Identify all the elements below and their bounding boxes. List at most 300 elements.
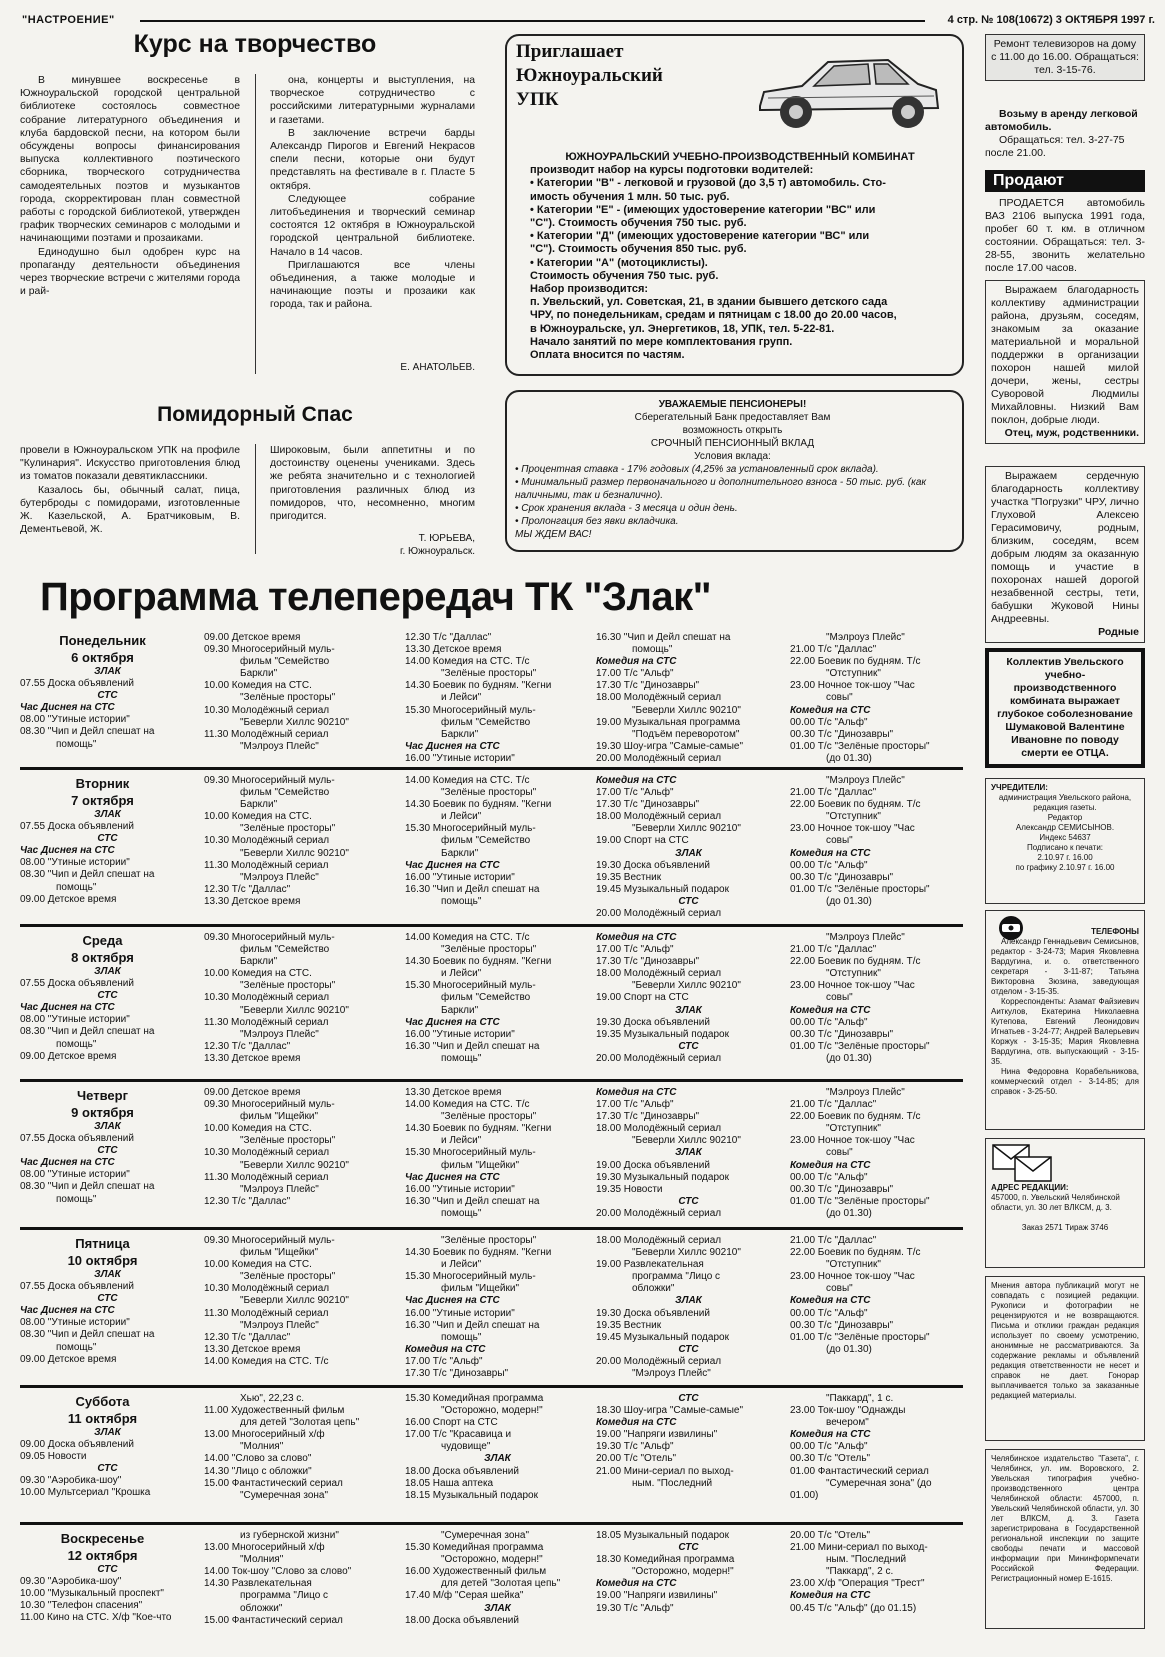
tv-listing-line: 19.00 Музыкальная программа: [596, 716, 741, 728]
tv-schedule-column: [790, 932, 960, 1065]
tv-listing-line: Баркли": [441, 728, 479, 740]
tv-listing-line: 10.00 Комедия на СТС.: [204, 811, 312, 823]
tv-schedule-column: [204, 1087, 394, 1208]
header-rule: [140, 20, 925, 22]
tv-listing-line: 10.30 Молодёжный сериал: [204, 1147, 330, 1159]
tv-listing-line: 00.00 Т/с "Альф": [790, 1171, 868, 1183]
tv-schedule-column: [20, 666, 195, 751]
tv-listing-line: 16.00 "Утиные истории": [405, 871, 515, 883]
tv-listing-line: ЗЛАК: [94, 809, 121, 820]
tv-listing-line: 11.30 Молодёжный сериал: [204, 1307, 329, 1319]
tv-listing-line: 10.30 Молодёжный сериал: [204, 1283, 330, 1295]
tv-listing-line: 11.30 Молодёжный сериал: [204, 859, 329, 871]
paragraph: Широковым, были аппетитны и по достоинству оценены учениками. Здесь же ребята значительно и с технологией приготовления различных блюд из помидоров, что, несомненно, многим пригодится.: [270, 445, 475, 523]
tv-listing-line: 21.00 Т/с "Даллас": [790, 1235, 877, 1246]
author-signature: Е. АНАТОЛЬЕВ.: [400, 362, 475, 373]
tv-listing-line: 15.00 Фантастический сериал: [204, 1477, 343, 1489]
tv-listing-line: помощь": [441, 1331, 482, 1343]
tv-listing-line: 20.00 Молодёжный сериал: [596, 1355, 722, 1367]
tv-listing-line: 11.00 Кино на СТС. Х/ф "Кое-что: [20, 1612, 172, 1624]
tv-listing-line: 18.00 Молодёжный сериал: [596, 811, 722, 823]
tv-listing-line: "Осторожно, модерн!": [632, 1566, 734, 1578]
paragraph: Приглашаются все члены объединения, а также молодые и начинающие поэты и прозаики как города, так и района.: [270, 259, 475, 311]
tv-listing-line: помощь": [632, 644, 673, 656]
tv-schedule-column: [790, 1235, 960, 1356]
tv-listing-line: Комедия на СТС: [790, 1429, 871, 1441]
article-column-2: [270, 444, 475, 523]
tv-listing-line: 20.00 Т/с "Отель": [596, 1453, 677, 1465]
tv-listing-line: 07.55 Доска объявлений: [20, 1133, 134, 1145]
tv-listing-line: 14.00 Комедия на СТС. Т/с: [405, 932, 530, 943]
tv-day-block: [20, 1235, 963, 1380]
tv-listing-line: "Осторожно, модерн!": [441, 1554, 543, 1566]
tv-listing-line: 11.30 Молодёжный сериал: [204, 1016, 329, 1028]
tv-listing-line: 23.00 Ночное ток-шоу "Час: [790, 1135, 915, 1147]
tv-listing-line: 19.00 Развлекательная: [596, 1259, 704, 1271]
tv-schedule-column: [790, 1393, 960, 1502]
tv-listing-line: "Беверли Хиллс 90210": [240, 716, 349, 728]
tv-listing-line: ЗЛАК: [675, 847, 702, 859]
tv-listing-line: помощь": [56, 738, 97, 750]
tv-listing-line: "Осторожно, модерн!": [441, 1405, 543, 1417]
tv-day-block: [20, 932, 963, 1074]
article-title: Курс на творчество: [133, 30, 377, 58]
tv-listing-line: 10.00 Мультсериал "Крошка: [20, 1487, 151, 1499]
tv-listing-line: 01.00 Т/с "Зелёные просторы": [790, 1331, 930, 1343]
tv-listing-line: 14.30 "Лицо с обложки": [204, 1465, 312, 1477]
tv-listing-line: Час Диснея на СТС: [20, 1305, 115, 1317]
tv-schedule-column: [790, 1087, 960, 1220]
paragraph: Единодушно был одобрен курс на пропаганду деятельности объединения через творческие встречи с жителями города и рай-: [20, 246, 240, 298]
tv-listing-line: 00.30 Т/с "Динозавры": [790, 728, 894, 740]
tv-listing-line: 09.30 Многосерийный муль-: [204, 1235, 335, 1246]
tv-schedule-column: [20, 1269, 195, 1366]
tv-listing-line: "Зелёные просторы": [441, 1111, 537, 1123]
tv-listing-line: 13.30 Детское время: [405, 1087, 502, 1098]
tv-schedule-column: [20, 1121, 195, 1206]
tv-listing-line: 18.05 Музыкальный подарок: [596, 1530, 729, 1541]
tv-listing-line: "Сумеречная зона" (до: [826, 1477, 932, 1489]
envelope-icon: [991, 1143, 1055, 1183]
tv-listing-line: 13.00 Многосерийный х/ф: [204, 1542, 325, 1554]
tv-listing-line: обложки": [632, 1283, 675, 1295]
tv-listing-line: 15.30 Комедийная программа: [405, 1542, 544, 1554]
tv-listing-line: 00.45 Т/с "Альф" (до 01.15): [790, 1602, 917, 1614]
tv-listing-line: Час Диснея на СТС: [20, 1157, 115, 1169]
tv-listing-line: 09.00 Доска объявлений: [20, 1439, 134, 1451]
tv-listing-line: Комедия на СТС: [596, 932, 677, 943]
tv-listing-line: 17.00 Т/с "Альф": [596, 668, 674, 680]
tv-listing-line: 16.00 Художественный фильм: [405, 1566, 547, 1578]
tv-listing-line: 15.30 Многосерийный муль-: [405, 1271, 536, 1283]
tv-schedule-column: [204, 1235, 394, 1368]
author-place: г. Южноуральск.: [400, 546, 475, 557]
tv-listing-line: 08.00 "Утиные истории": [20, 1169, 130, 1181]
tv-listing-line: 19.00 "Напряги извилины": [596, 1590, 718, 1602]
tv-listing-line: 01.00 Т/с "Зелёные просторы": [790, 1040, 930, 1052]
tv-listing-line: 14.30 Боевик по будням. "Кегни: [405, 1123, 552, 1135]
tv-schedule-column: [596, 1235, 781, 1380]
article-title: Помидорный Спас: [157, 403, 353, 426]
tv-listing-line: 09.30 Многосерийный муль-: [204, 644, 335, 656]
tv-schedule-column: [596, 1393, 781, 1490]
tv-listing-line: "Мэлроуз Плейс": [240, 1319, 319, 1331]
tv-listing-line: фильм "Ищейки": [441, 1283, 520, 1295]
tv-listing-line: "Молния": [240, 1554, 284, 1566]
tv-listing-line: 18.30 Шоу-игра "Самые-самые": [596, 1405, 744, 1417]
tv-listing-line: 16.00 "Утиные истории": [405, 1307, 515, 1319]
tv-listing-line: 16.30 "Чип и Дейл спешат на: [405, 883, 540, 895]
tv-listing-line: 13.30 Детское время: [405, 644, 502, 656]
tv-listing-line: ЗЛАК: [94, 1269, 121, 1280]
tv-schedule-column: [790, 632, 960, 765]
tv-listing-line: и Лейси": [441, 811, 482, 823]
upk-ad-text: ЮЖНОУРАЛЬСКИЙ УЧЕБНО-ПРОИЗВОДСТВЕННЫЙ КОМБИНАТ производит набор на курсы подготовки водителей: • Категории "В" - легковой и грузовой (до 3,5 т) автомобиль. Сто- имость обучения 1 млн. 50 тыс. руб. • Категории "Е" - (имеющих удостоверение категории "ВС" или "С"). Стоимость обучения 750 тыс. руб. • Категории "Д" (имеющих удостоверение категории "ВС" или "С"). Стоимость обучения 850 тыс. руб. • Категории "А" (мотоциклисты). Стоимость обучения 750 тыс. руб. Набор производится: п. Увельский, ул. Советская, 21, в здании бывшего детского сада ЧРУ, по понедельникам, средам и пятницам с 18.00 до 20.00 часов, в Южноуральске, ул. Энергетиков, 18, УПК, тел. 5-22-81. Начало занятий по мере комплектования групп. Оплата вносится по частям.: [530, 151, 915, 362]
tv-listing-line: совы": [826, 692, 853, 704]
tv-listing-line: (до 01.30): [826, 1343, 872, 1355]
tv-listing-line: 23.00 Ночное ток-шоу "Час: [790, 1271, 915, 1283]
tv-listing-line: "Отступник": [826, 811, 881, 823]
tv-schedule-column: [596, 632, 781, 765]
tv-listing-line: "Беверли Хиллс 90210": [240, 847, 349, 859]
tv-listing-line: "Отступник": [826, 968, 881, 980]
tv-listing-line: 22.00 Боевик по будням. Т/с: [790, 1111, 921, 1123]
tv-listing-line: Час Диснея на СТС: [20, 1002, 115, 1014]
tv-listing-line: 21.00 Т/с "Даллас": [790, 944, 877, 956]
tv-listing-line: "Мэлроуз Плейс": [240, 740, 319, 752]
tv-listing-line: 14.30 Боевик по будням. "Кегни: [405, 680, 552, 692]
tv-listing-line: 21.00 Т/с "Даллас": [790, 787, 877, 799]
tv-listing-line: "Паккард", 1 с.: [826, 1393, 894, 1404]
tv-listing-line: совы": [826, 1283, 853, 1295]
tv-listing-line: 20.00 Молодёжный сериал: [596, 908, 722, 920]
tv-listing-line: обложки": [240, 1602, 283, 1614]
tv-listing-line: СТС: [97, 990, 118, 1002]
tv-listing-line: (до 01.30): [826, 895, 872, 907]
tv-listing-line: 21.00 Мини-сериал по выход-: [596, 1465, 734, 1477]
tv-listing-line: 19.30 Шоу-игра "Самые-самые": [596, 740, 744, 752]
tv-listing-line: "Зелёные просторы": [441, 944, 537, 956]
tv-listing-line: фильм "Ищейки": [240, 1111, 319, 1123]
tv-listing-line: фильм "Семейство: [240, 944, 330, 956]
tv-listing-line: 20.00 Т/с "Отель": [790, 1530, 871, 1541]
tv-day-title: Вторник 7 октября: [71, 776, 134, 808]
tv-listing-line: 22.00 Боевик по будням. Т/с: [790, 1247, 921, 1259]
tv-listing-line: 18.00 Доска объявлений: [405, 1614, 519, 1626]
tv-schedule-column: [405, 1235, 590, 1380]
tv-day-block: [20, 775, 963, 920]
tv-schedule-column: [790, 775, 960, 908]
tv-day-title: Понедельник 6 октября: [59, 633, 146, 665]
tv-listing-line: 19.00 Спорт на СТС: [596, 835, 689, 847]
tv-listing-line: Хью", 22,23 с.: [240, 1393, 305, 1404]
tv-listing-line: 08.00 "Утиные истории": [20, 1317, 130, 1329]
tv-listing-line: Комедия на СТС: [596, 775, 677, 786]
rent-ad: Возьму в аренду легковой автомобиль. Обращаться: тел. 3-27-75 после 21.00.: [985, 108, 1138, 159]
tv-listing-line: "Беверли Хиллс 90210": [632, 1247, 741, 1259]
tv-listing-line: "Мэлроуз Плейс": [632, 1368, 711, 1380]
tv-listing-line: "Мэлроуз Плейс": [826, 632, 905, 643]
condolence-notice: Коллектив Увельского учебно-производственного комбината выражает глубокое соболезнование Шумаковой Валентине Ивановне по поводу смерти ее ОТЦА.: [985, 648, 1145, 768]
tv-listing-line: фильм "Семейство: [441, 835, 531, 847]
tv-listing-line: 19.30 Доска объявлений: [596, 1016, 710, 1028]
tv-listing-line: ЗЛАК: [94, 666, 121, 677]
tv-listing-line: 17.00 Т/с "Альф": [596, 944, 674, 956]
tv-listing-line: 09.00 Детское время: [20, 1353, 117, 1365]
tv-listing-line: 19.00 "Напряги извилины": [596, 1429, 718, 1441]
tv-listing-line: 19.35 Вестник: [596, 1319, 662, 1331]
tv-listing-line: "Беверли Хиллс 90210": [632, 704, 741, 716]
tv-listing-line: 14.00 Комедия на СТС. Т/с: [405, 1099, 530, 1111]
article-column-1: [20, 74, 240, 298]
tv-listing-line: 11.30 Молодёжный сериал: [204, 728, 329, 740]
tv-listing-line: 21.00 Мини-сериал по выход-: [790, 1542, 928, 1554]
tv-listing-line: 09.00 Детское время: [204, 1087, 301, 1098]
tv-listing-line: 18.00 Молодёжный сериал: [596, 692, 722, 704]
tv-listing-line: "Мэлроуз Плейс": [240, 1183, 319, 1195]
tv-listing-line: ЗЛАК: [675, 1147, 702, 1159]
tv-listing-line: 23.00 Ток-шоу "Однажды: [790, 1405, 906, 1417]
tv-listing-line: 10.00 Комедия на СТС.: [204, 1259, 312, 1271]
tv-listing-line: 16.00 Спорт на СТС: [405, 1417, 498, 1429]
tv-listing-line: и Лейси": [441, 1259, 482, 1271]
tv-listing-line: 16.30 "Чип и Дейл спешат на: [405, 1040, 540, 1052]
tv-listing-line: 10.00 Комедия на СТС.: [204, 1123, 312, 1135]
tv-listing-line: для детей "Золотая цепь": [240, 1417, 360, 1429]
upk-ad-title: Приглашает Южноуральский УПК: [516, 41, 663, 110]
tv-listing-line: "Зелёные просторы": [240, 823, 336, 835]
disclaimer: Мнения автора публикаций могут не совпадать с позицией редакции. Рукописи и фотографии не рецензируются и не возвращаются. Письма и отклики граждан редакция использует по своему усмотрению, анонимные не рассматриваются. За содержание рекламы и объявлений редакция ответственности не несет и справок не дает. Гонорар выплачивается только за заказанные редакцией материалы.: [985, 1276, 1145, 1441]
tv-listing-line: 17.30 Т/с "Динозавры": [596, 680, 700, 692]
imprint-founders: УЧРЕДИТЕЛИ: администрация Увельского района, редакция газеты. Редактор Александр СЕМИСЫНОВ. Индекс 54637 Подписано к печати: 2.10.97 г. 16.00 по графику 2.10.97 г. 16.00: [985, 778, 1145, 904]
tv-day-block: [20, 1393, 963, 1521]
tv-schedule-column: [405, 1087, 590, 1220]
tv-listing-line: "Мэлроуз Плейс": [240, 1028, 319, 1040]
tv-listing-line: 13.30 Детское время: [204, 1052, 301, 1064]
tv-listing-line: 08.30 "Чип и Дейл спешат на: [20, 1181, 155, 1193]
sell-ad: ПРОДАЕТСЯ автомобиль ВАЗ 2106 выпуска 1991 года, пробег 60 т. км. в отличном состоянии. Обращаться: тел. 3-28-55, звонить желательно после 17.00 часов.: [985, 197, 1145, 274]
tv-listing-line: (до 01.30): [826, 1052, 872, 1064]
tv-listing-line: Час Диснея на СТС: [405, 740, 500, 752]
tv-listing-line: 14.30 Развлекательная: [204, 1578, 312, 1590]
column-divider: [255, 444, 256, 554]
tv-listing-line: 17.00 Т/с "Альф": [596, 787, 674, 799]
tv-listing-line: 16.30 "Чип и Дейл спешат на: [405, 1319, 540, 1331]
tv-listing-line: 14.00 Комедия на СТС. Т/с: [405, 775, 530, 786]
tv-listing-line: 08.30 "Чип и Дейл спешат на: [20, 869, 155, 881]
tv-listing-line: 19.00 Спорт на СТС: [596, 992, 689, 1004]
tv-listing-line: 15.30 Многосерийный муль-: [405, 980, 536, 992]
tv-listing-line: 12.30 Т/с "Даллас": [405, 632, 492, 643]
tv-listing-line: фильм "Семейство: [441, 716, 531, 728]
tv-listing-line: Комедия на СТС: [596, 1578, 677, 1590]
tv-listing-line: помощь": [441, 895, 482, 907]
tv-listing-line: "Зелёные просторы": [240, 980, 336, 992]
tv-listing-line: 22.00 Боевик по будням. Т/с: [790, 799, 921, 811]
tv-listing-line: "Мэлроуз Плейс": [826, 1087, 905, 1098]
tv-listing-line: "Беверли Хиллс 90210": [240, 1159, 349, 1171]
tv-listing-line: 18.00 Молодёжный сериал: [596, 1123, 722, 1135]
tv-listing-line: 19.45 Музыкальный подарок: [596, 1331, 729, 1343]
tv-listing-line: Комедия на СТС: [790, 847, 871, 859]
issue-info: 4 стр. № 108(10672) 3 ОКТЯБРЯ 1997 г.: [947, 14, 1155, 26]
tv-listing-line: 00.30 Т/с "Динозавры": [790, 1183, 894, 1195]
imprint-phones: ТЕЛЕФОНЫ Александр Геннадьевич Семисынов, редактор - 3-24-73; Мария Яковлевна Вардугина, и. о. ответственного секретаря - 3-11-87; Татьяна Викторовна Зюзина, заведующая отделом - 3-15-35. Корреспонденты: Азамат Файзиевич Аиткулов, Екатерина Николаевна Кутепова, Евгений Леонидович Игнатьев - 3-24-77; Андрей Валерьевич Коржук - 3-15-35; Мария Яковлевна Вардугина, отв. выпускающий - 3-15-35. Нина Федоровна Корабельникова, коммерческий отдел - 3-14-85; для справок - 3-25-50.: [985, 910, 1145, 1130]
tv-listing-line: 19.45 Музыкальный подарок: [596, 883, 729, 895]
tv-listing-line: "Паккард", 2 с.: [826, 1566, 894, 1578]
tv-listing-line: 00.30 Т/с "Отель": [790, 1453, 871, 1465]
tv-listing-line: помощь": [56, 1341, 97, 1353]
paragraph: она, концерты и выступления, на творческое сотрудничество с российскими литературными журналами и газетами.: [270, 75, 475, 126]
paragraph: Следующее собрание литобъединения и творческий семинар состоятся 12 октября в Южноуральской городской центральной библиотеке. Начало в 14 часов.: [270, 193, 475, 258]
tv-listing-line: 08.00 "Утиные истории": [20, 1014, 130, 1026]
tv-day-title: Суббота 11 октября: [67, 1394, 138, 1426]
tv-listing-line: и Лейси": [441, 1135, 482, 1147]
tv-listing-line: СТС: [678, 1393, 699, 1404]
tv-schedule-column: [790, 1530, 960, 1615]
tv-listing-line: помощь": [56, 1193, 97, 1205]
article-column-2: [270, 74, 475, 312]
tv-listing-line: 16.00 "Утиные истории": [405, 752, 515, 764]
tv-listing-line: 09.00 Детское время: [204, 632, 301, 643]
section-name: "НАСТРОЕНИЕ": [22, 14, 115, 26]
tv-day-block: [20, 632, 963, 762]
tv-schedule-column: [20, 966, 195, 1063]
tv-listing-line: помощь": [56, 1038, 97, 1050]
tv-listing-line: "Подъём переворотом": [632, 728, 740, 740]
tv-listing-line: 15.30 Комедийная программа: [405, 1393, 544, 1404]
tv-listing-line: Комедия на СТС: [596, 1087, 677, 1098]
tv-listing-line: 19.30 Т/с "Альф": [596, 1602, 674, 1614]
tv-listing-line: Комедия на СТС: [790, 1295, 871, 1307]
tv-listing-line: СТС: [678, 1542, 699, 1554]
tv-listing-line: 13.30 Детское время: [204, 895, 301, 907]
tv-listing-line: 23.00 Ночное ток-шоу "Час: [790, 680, 915, 692]
tv-day-title: Воскресенье 12 октября: [60, 1531, 145, 1563]
tv-listing-line: 12.30 Т/с "Даллас": [204, 1331, 291, 1343]
tv-listing-line: "Отступник": [826, 1259, 881, 1271]
bank-ad-text: УВАЖАЕМЫЕ ПЕНСИОНЕРЫ! Сберегательный Банк предоставляет Вам возможность открыть СРОЧНЫЙ ПЕНСИОННЫЙ ВКЛАД Условия вклада: • Процентная ставка - 17% годовых (4,25% за установленный срок вклада). • Минимальный размер первоначального и дополнительного взноса - 50 тыс. руб. (как наличными, так и безналично). • Срок хранения вклада - 3 месяца и один день. • Пролонгация без явки вкладчика. МЫ ЖДЕМ ВАС!: [515, 399, 927, 540]
tv-listing-line: программа "Лицо с: [632, 1271, 721, 1283]
tv-listing-line: 00.30 Т/с "Динозавры": [790, 871, 894, 883]
tv-schedule-column: [20, 1427, 195, 1500]
tv-listing-line: 01.00 Фантастический сериал: [790, 1465, 929, 1477]
tv-listing-line: 01.00 Т/с "Зелёные просторы": [790, 740, 930, 752]
tv-listing-line: 00.30 Т/с "Динозавры": [790, 1319, 894, 1331]
tv-schedule-column: [20, 809, 195, 906]
tv-schedule-column: [596, 775, 781, 920]
tv-listing-line: 09.30 "Аэробика-шоу": [20, 1475, 122, 1487]
tv-programme-title: Программа телепередач ТК "Злак": [40, 575, 712, 619]
tv-listing-line: 17.00 Т/с "Альф": [405, 1355, 483, 1367]
tv-listing-line: "Зелёные просторы": [441, 668, 537, 680]
tv-listing-line: Час Диснея на СТС: [405, 1171, 500, 1183]
paragraph: В заключение встречи барды Александр Пирогов и Евгений Некрасов спели песни, которые они будут представлять на фестивале в г. Пласте 5 октября.: [270, 127, 475, 192]
tv-listing-line: 20.00 Молодёжный сериал: [596, 1052, 722, 1064]
tv-listing-line: чудовище": [441, 1441, 491, 1453]
tv-listing-line: "Зелёные просторы": [240, 692, 336, 704]
tv-listing-line: 00.00 Т/с "Альф": [790, 859, 868, 871]
tv-listing-line: СТС: [678, 1343, 699, 1355]
tv-listing-line: фильм "Семейство: [441, 992, 531, 1004]
day-separator: [20, 1227, 963, 1230]
tv-listing-line: программа "Лицо с: [240, 1590, 329, 1602]
gratitude-notice-1: Выражаем благодарность коллективу администрации района, друзьям, соседям, знакомым за оказание материальной и моральной поддержки в организации похорон нашей милой дочери, жены, сестры Суворовой Людмилы Михайловны. Низкий Вам поклон, добрые люди. Отец, муж, родственники.: [985, 280, 1145, 444]
tv-listing-line: (до 01.30): [826, 752, 872, 764]
tv-listing-line: СТС: [97, 833, 118, 845]
tv-listing-line: 10.00 Комедия на СТС.: [204, 680, 312, 692]
tv-schedule-column: [204, 632, 394, 753]
tv-listing-line: и Лейси": [441, 968, 482, 980]
tv-listing-line: 01.00): [790, 1489, 819, 1501]
tv-listing-line: 07.55 Доска объявлений: [20, 978, 134, 990]
tv-listing-line: ным. "Последний: [826, 1554, 907, 1566]
tv-listing-line: 23.00 Ночное ток-шоу "Час: [790, 823, 915, 835]
tv-listing-line: Час Диснея на СТС: [405, 859, 500, 871]
tv-listing-line: "Зелёные просторы": [441, 1235, 537, 1246]
tv-listing-line: 07.55 Доска объявлений: [20, 678, 134, 690]
tv-listing-line: Комедия на СТС: [790, 1004, 871, 1016]
tv-listing-line: "Зелёные просторы": [240, 1271, 336, 1283]
paragraph: В минувшее воскресенье в Южноуральской городской центральной библиотеке состоялось совместное собрание литературного объединения и клуба бардовской песни, на котором были обсуждены вопросы финансирования выпуска коллективного поэтического сборника, творческого сотрудничества самодеятельных поэтов и музыкантов города, скорректирован план совместной работы с городской библиотекой, утвержден график творческих семинаров с молодыми и начинающими поэтами и прозаиками.: [20, 75, 240, 245]
tv-schedule-column: [204, 775, 394, 908]
tv-listing-line: 07.55 Доска объявлений: [20, 1281, 134, 1293]
tv-listing-line: ЗЛАК: [94, 1427, 121, 1438]
tv-listing-line: 23.00 Х/ф "Операция "Трест": [790, 1578, 925, 1590]
author-signature: Т. ЮРЬЕВА,: [418, 533, 475, 544]
tv-listing-line: 09.30 Многосерийный муль-: [204, 932, 335, 943]
tv-schedule-column: [204, 932, 394, 1065]
tv-listing-line: Комедия на СТС: [790, 704, 871, 716]
tv-listing-line: Баркли": [240, 799, 278, 811]
tv-listing-line: 19.35 Вестник: [596, 871, 662, 883]
tv-listing-line: "Зелёные просторы": [441, 787, 537, 799]
tv-listing-line: ЗЛАК: [484, 1453, 511, 1465]
imprint-address: АДРЕС РЕДАКЦИИ: 457000, п. Увельский Челябинской области, ул. 30 лет ВЛКСМ, д. 3. Заказ 2571 Тираж 3746: [985, 1138, 1145, 1268]
tv-listing-line: 19.00 Доска объявлений: [596, 1159, 710, 1171]
tv-listing-line: 16.30 "Чип и Дейл спешат на: [405, 1195, 540, 1207]
tv-listing-line: СТС: [97, 1463, 118, 1475]
tv-listing-line: "Молния": [240, 1441, 284, 1453]
tv-listing-line: 17.00 Т/с "Красавица и: [405, 1429, 512, 1441]
paragraph: Казалось бы, обычный салат, пица, бутерброды с помидорами, изготовленные Ж. Казельской, А. Братчиковым, В. Дементьевой, Ж.: [20, 484, 240, 536]
tv-day-block: [20, 1087, 963, 1225]
tv-listing-line: 14.00 Комедия на СТС. Т/с: [204, 1355, 329, 1367]
article-column-1: [20, 444, 240, 536]
tv-listing-line: 12.30 Т/с "Даллас": [204, 883, 291, 895]
tv-schedule-column: [20, 1564, 195, 1624]
tv-listing-line: 18.30 Комедийная программа: [596, 1554, 735, 1566]
tv-listing-line: Баркли": [240, 956, 278, 968]
tv-listing-line: 12.30 Т/с "Даллас": [204, 1195, 291, 1207]
tv-listing-line: 08.00 "Утиные истории": [20, 857, 130, 869]
tv-listing-line: 09.30 "Аэробика-шоу": [20, 1576, 122, 1588]
tv-listing-line: ным. "Последний: [632, 1477, 713, 1489]
tv-listing-line: Комедия на СТС: [790, 1590, 871, 1602]
tv-listing-line: 07.55 Доска объявлений: [20, 821, 134, 833]
tv-listing-line: 18.00 Молодёжный сериал: [596, 968, 722, 980]
tv-listing-line: 15.30 Многосерийный муль-: [405, 704, 536, 716]
tv-listing-line: СТС: [678, 1040, 699, 1052]
tv-schedule-column: [596, 1087, 781, 1220]
tv-listing-line: фильм "Ищейки": [240, 1247, 319, 1259]
tv-listing-line: 09.00 Детское время: [20, 893, 117, 905]
tv-schedule-column: [405, 775, 590, 908]
tv-listing-line: 14.00 Ток-шоу "Слово за слово": [204, 1566, 352, 1578]
tv-listing-line: 14.00 Комедия на СТС. Т/с: [405, 656, 530, 668]
tv-listing-line: фильм "Семейство: [240, 656, 330, 668]
tv-listing-line: Баркли": [441, 847, 479, 859]
